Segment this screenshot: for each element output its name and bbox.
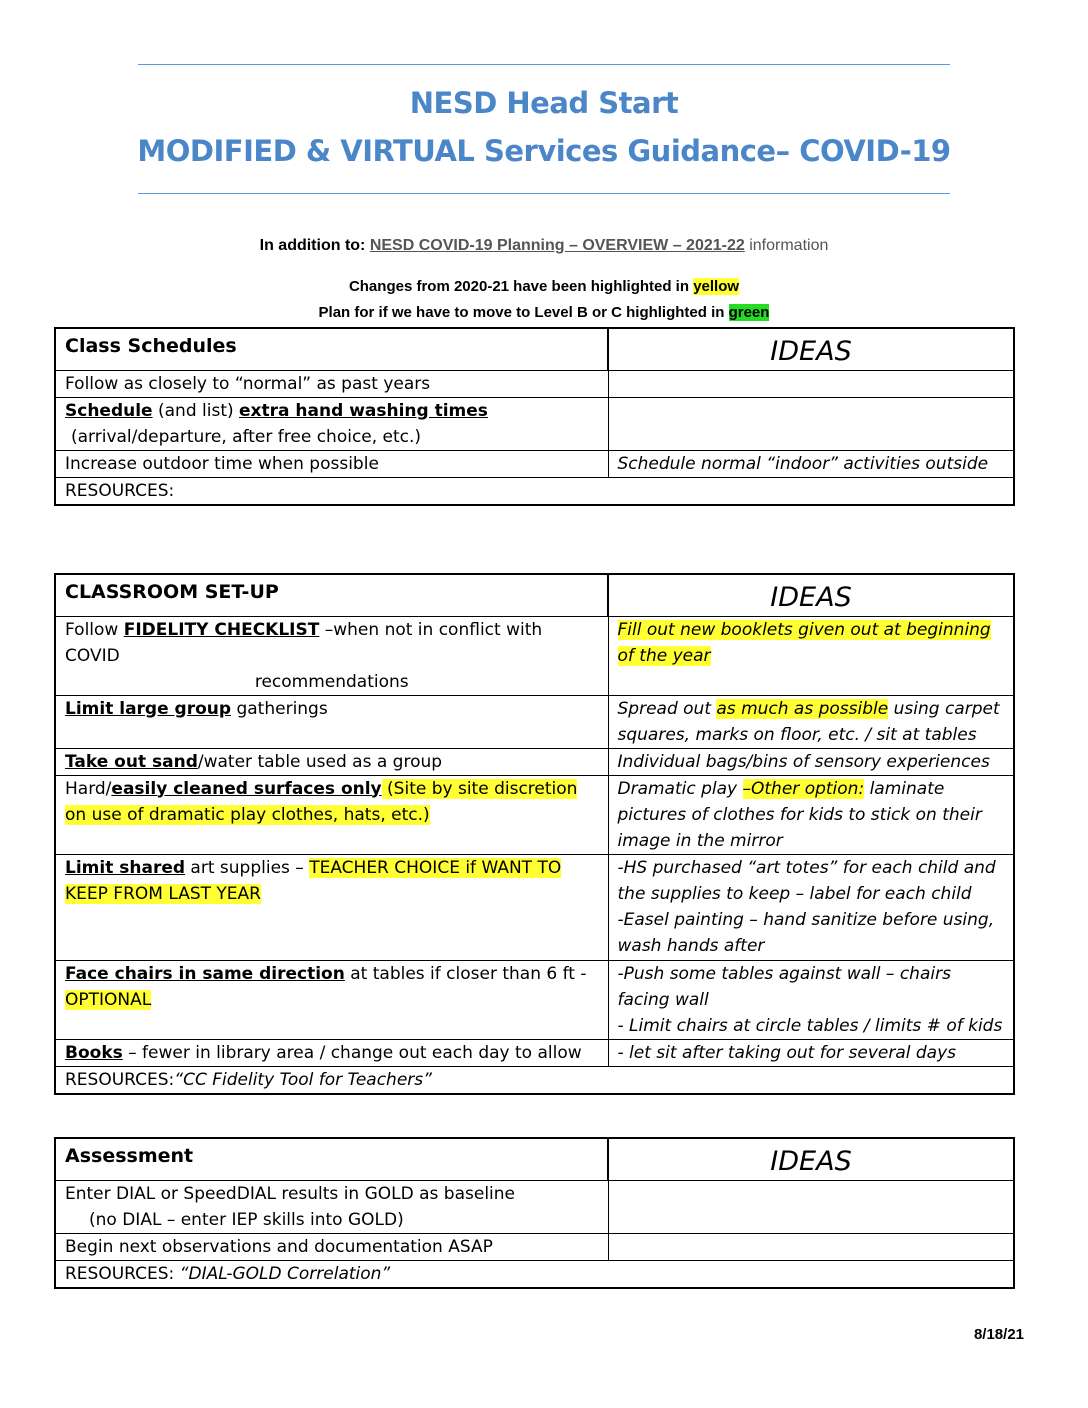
highlighted-text: OPTIONAL	[65, 989, 152, 1010]
hand-washing-text: extra hand washing times	[239, 400, 488, 421]
highlighted-text: (Site by site discretion on use of dramatic play clothes, hats, etc.)	[65, 778, 578, 825]
table-cell	[608, 775, 1014, 854]
highlighted-text: Fill out new booklets given out at beginning of the year	[617, 619, 991, 666]
table-text: -HS purchased “art totes” for each child and the supplies to keep – label for each child	[617, 857, 996, 904]
resources-row	[55, 1260, 1014, 1288]
green-word: green	[728, 304, 770, 321]
ideas-label: IDEAS	[770, 1146, 852, 1177]
easily-cleaned-text: easily cleaned surfaces only	[111, 778, 382, 799]
highlighted-text: TEACHER CHOICE if WANT TO KEEP FROM LAST YEAR	[65, 857, 562, 904]
assessment-table	[54, 1137, 1015, 1289]
limit-shared-text: Limit shared	[65, 857, 186, 878]
schedule-text: Schedule	[65, 400, 153, 421]
table-text: – fewer in library area / change out each day to allow	[122, 1042, 582, 1063]
table-text: RESOURCES:	[65, 1263, 180, 1284]
bottom-rule	[138, 193, 950, 194]
table-text: Follow	[65, 619, 124, 640]
table-cell	[608, 854, 1014, 960]
table-text: (and list)	[152, 400, 240, 421]
section-title	[55, 328, 608, 370]
table-cell	[608, 397, 1014, 450]
table-cell	[55, 397, 608, 450]
table-text: /water table used as a group	[197, 751, 443, 772]
plan-note-text: Plan for if we have to move to Level B or C highlighted in	[318, 304, 729, 321]
table-cell	[55, 1039, 608, 1066]
take-out-sand-text: Take out sand	[65, 751, 198, 772]
table-cell: - let sit after taking out for several days	[608, 1039, 1014, 1066]
table-text: using carpet squares, marks on floor, etc. / sit at tables	[617, 698, 1000, 745]
table-cell: Schedule normal “indoor” activities outside	[608, 450, 1014, 477]
classroom-setup-table	[54, 573, 1015, 1095]
table-text: laminate pictures of clothes for kids to stick on their image in the mirror	[617, 778, 982, 851]
plan-note	[0, 304, 1088, 321]
table-cell	[55, 960, 608, 1039]
intro-line	[0, 237, 1088, 255]
table-text: –when not in conflict with COVID	[65, 619, 543, 666]
page-subtitle: MODIFIED & VIRTUAL Services Guidance– COVID-19	[137, 134, 951, 168]
table-text: art supplies –	[185, 857, 310, 878]
table-text: Hard/	[65, 778, 112, 799]
table-cell	[608, 695, 1014, 748]
table-cell	[55, 695, 608, 748]
section-title	[55, 1138, 608, 1180]
resource-title: “DIAL-GOLD Correlation”	[179, 1263, 391, 1284]
highlighted-text: –Other option:	[742, 778, 865, 799]
overview-link[interactable]: NESD COVID-19 Planning – OVERVIEW – 2021-22	[369, 237, 745, 254]
class-schedules-title: Class Schedules	[65, 335, 237, 357]
table-cell	[608, 1180, 1014, 1233]
limit-large-group-text: Limit large group	[65, 698, 232, 719]
table-cell	[55, 854, 608, 960]
table-text: (arrival/departure, after free choice, etc.)	[71, 426, 422, 447]
resources-row	[55, 1066, 1014, 1094]
ideas-header	[608, 1138, 1014, 1180]
ideas-label: IDEAS	[770, 582, 852, 613]
table-cell	[608, 370, 1014, 397]
resources-row: RESOURCES:	[55, 477, 1014, 505]
table-text: (no DIAL – enter IEP skills into GOLD)	[89, 1209, 404, 1230]
table-cell: Begin next observations and documentation ASAP	[55, 1233, 608, 1260]
changes-note	[0, 278, 1088, 295]
table-cell	[608, 616, 1014, 695]
changes-note-text: Changes from 2020-21 have been highlighted in	[348, 278, 694, 295]
books-text: Books	[65, 1042, 123, 1063]
table-cell	[55, 616, 608, 695]
assessment-title: Assessment	[65, 1145, 194, 1167]
table-text: recommendations	[254, 671, 409, 692]
table-text: Enter DIAL or SpeedDIAL results in GOLD as baseline	[65, 1183, 515, 1204]
table-cell	[55, 748, 608, 775]
table-cell	[608, 960, 1014, 1039]
table-text: at tables if closer than 6 ft -	[344, 963, 587, 984]
intro-suffix: information	[744, 237, 829, 254]
table-text: -Easel painting – hand sanitize before using, wash hands after	[617, 909, 995, 956]
table-text: gatherings	[231, 698, 328, 719]
ideas-header	[608, 328, 1014, 370]
fidelity-checklist-text: FIDELITY CHECKLIST	[123, 619, 320, 640]
ideas-label: IDEAS	[770, 336, 852, 367]
table-cell	[55, 1180, 608, 1233]
table-text: Dramatic play	[617, 778, 743, 799]
ideas-header	[608, 574, 1014, 616]
table-cell	[608, 1233, 1014, 1260]
table-cell	[55, 775, 608, 854]
table-text: Spread out	[617, 698, 717, 719]
resource-title: “CC Fidelity Tool for Teachers”	[174, 1069, 432, 1090]
page-title: NESD Head Start	[409, 86, 679, 120]
highlighted-text: as much as possible	[716, 698, 889, 719]
intro-prefix: In addition to:	[259, 237, 370, 254]
yellow-word: yellow	[693, 278, 740, 295]
face-chairs-text: Face chairs in same direction	[65, 963, 345, 984]
section-title	[55, 574, 608, 616]
table-cell: Follow as closely to “normal” as past years	[55, 370, 608, 397]
classroom-setup-title: CLASSROOM SET-UP	[65, 581, 279, 603]
class-schedules-table	[54, 327, 1015, 506]
document-date: 8/18/21	[973, 1326, 1024, 1343]
top-rule	[138, 64, 950, 65]
table-text: RESOURCES:	[65, 1069, 175, 1090]
table-text: - Limit chairs at circle tables / limits # of kids	[617, 1015, 1003, 1036]
table-text: -Push some tables against wall – chairs facing wall	[617, 963, 951, 1010]
table-cell: Increase outdoor time when possible	[55, 450, 608, 477]
table-cell: Individual bags/bins of sensory experiences	[608, 748, 1014, 775]
